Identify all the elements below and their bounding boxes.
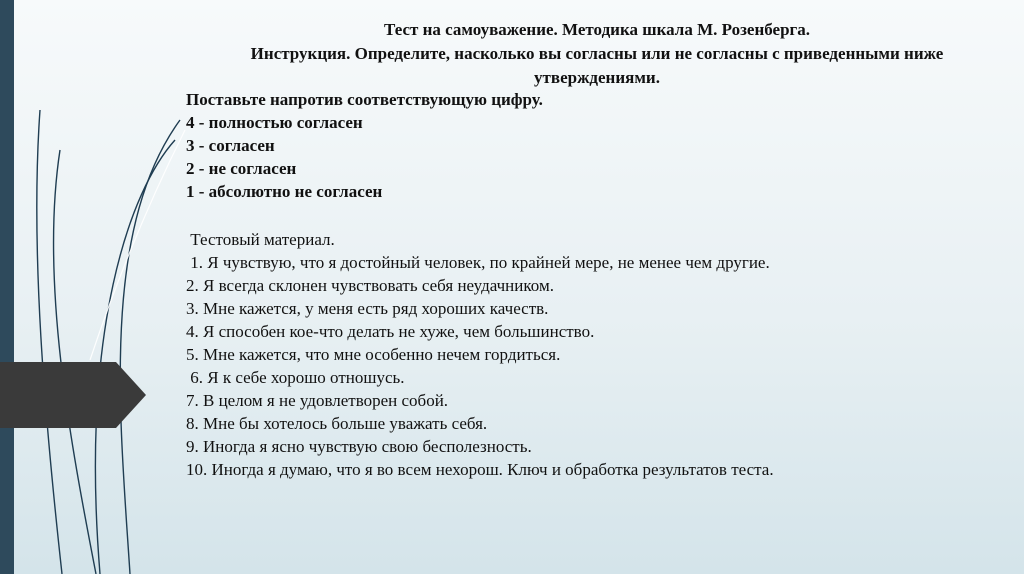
prompt-text: Поставьте напротив соответствующую цифру. bbox=[186, 90, 543, 109]
test-item: 5. Мне кажется, что мне особенно нечем гордиться. bbox=[186, 345, 561, 364]
test-item: 8. Мне бы хотелось больше уважать себя. bbox=[186, 414, 488, 433]
test-item: 3. Мне кажется, у меня есть ряд хороших качеств. bbox=[186, 299, 549, 318]
test-item: 6. Я к себе хорошо отношусь. bbox=[186, 368, 405, 387]
test-item: 1. Я чувствую, что я достойный человек, по крайней мере, не менее чем другие. bbox=[186, 253, 770, 272]
test-item: 10. Иногда я думаю, что я во всем нехорош. Ключ и обработка результатов теста. bbox=[186, 460, 774, 479]
scale-item: 3 - согласен bbox=[186, 136, 275, 155]
test-item: 7. В целом я не удовлетворен собой. bbox=[186, 391, 449, 410]
instruction-line-1: Инструкция. Определите, насколько вы согласны или не согласны с приведенными ниже bbox=[250, 44, 944, 63]
scale-item: 2 - не согласен bbox=[186, 159, 297, 178]
test-item: 9. Иногда я ясно чувствую свою бесполезность. bbox=[186, 437, 532, 456]
test-item: 2. Я всегда склонен чувствовать себя неудачником. bbox=[186, 276, 554, 295]
scale-item: 4 - полностью согласен bbox=[186, 113, 363, 132]
material-heading: Тестовый материал. bbox=[186, 230, 335, 249]
scale-item: 1 - абсолютно не согласен bbox=[186, 182, 383, 201]
test-item: 4. Я способен кое-что делать не хуже, чем большинство. bbox=[186, 322, 595, 341]
instruction-line-2: утверждениями. bbox=[534, 68, 660, 87]
slide-title: Тест на самоуважение. Методика шкала М. Розенберга. bbox=[384, 20, 810, 39]
